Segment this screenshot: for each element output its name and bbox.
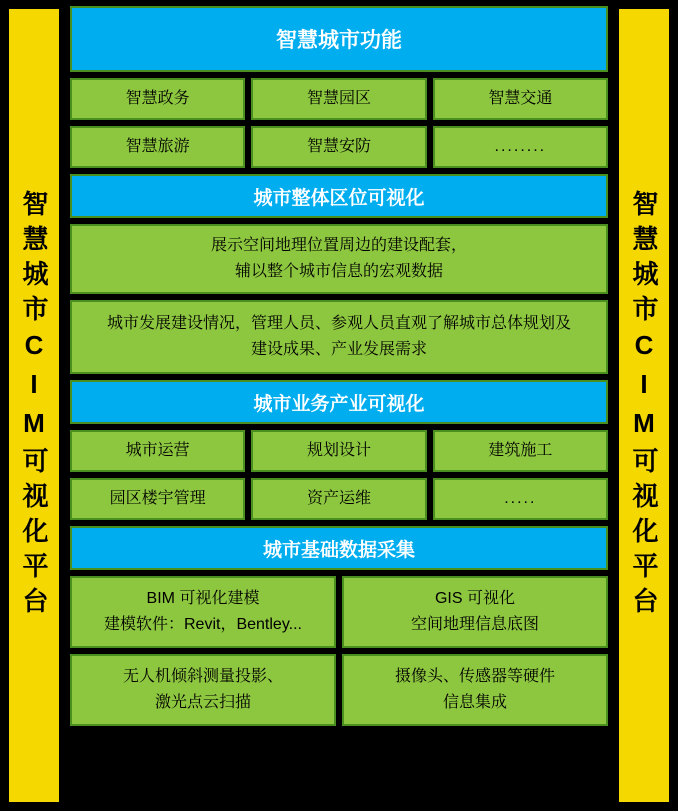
function-cell: 智慧政务	[70, 78, 245, 120]
left-vertical-banner	[6, 6, 62, 805]
development-description-line1: 城市发展建设情况，管理人员、参观人员直观了解城市总体规划及	[106, 315, 571, 333]
data-cell-line2: 建模软件：Revit，Bentley...	[104, 616, 302, 633]
development-description-line2: 建设成果、产业发展需求	[250, 341, 427, 358]
data-cell-line1: BIM 可视化建模	[146, 590, 260, 608]
location-description-line1: 展示空间地理位置周边的建设配套，	[210, 237, 467, 255]
location-description-block	[70, 224, 608, 294]
functions-row-2	[70, 126, 608, 168]
section-header-data: 城市基础数据采集	[70, 526, 608, 570]
section-header-location: 城市整体区位可视化	[70, 174, 608, 218]
function-cell: 智慧旅游	[70, 126, 245, 168]
industry-row-2	[70, 478, 608, 520]
industry-row-1	[70, 430, 608, 472]
function-cell: 智慧交通	[433, 78, 608, 120]
industry-cell: 建筑施工	[433, 430, 608, 472]
location-description-line2: 辅以整个城市信息的宏观数据	[234, 263, 443, 280]
data-cell-line2: 空间地理信息底图	[410, 616, 539, 633]
data-row-1	[70, 576, 608, 648]
industry-cell: 城市运营	[70, 430, 245, 472]
data-cell-line1: GIS 可视化	[434, 590, 515, 608]
data-cell-bim	[70, 576, 336, 648]
industry-cell: 资产运维	[251, 478, 426, 520]
main-title: 智慧城市功能	[70, 6, 608, 72]
left-banner-text: 智慧城市CIM可视化平台	[19, 189, 49, 622]
industry-cell: 规划设计	[251, 430, 426, 472]
data-cell-line1: 摄像头、传感器等硬件	[394, 668, 555, 686]
data-cell-gis	[342, 576, 608, 648]
industry-cell: 园区楼宇管理	[70, 478, 245, 520]
data-cell-drone	[70, 654, 336, 726]
data-cell-line1: 无人机倾斜测量投影、	[122, 668, 283, 686]
diagram-center-column	[68, 6, 610, 805]
section-header-industry: 城市业务产业可视化	[70, 380, 608, 424]
function-cell-ellipsis: ........	[433, 126, 608, 168]
function-cell: 智慧安防	[251, 126, 426, 168]
data-cell-line2: 激光点云扫描	[154, 694, 251, 711]
data-cell-line2: 信息集成	[442, 694, 507, 711]
right-banner-text: 智慧城市CIM可视化平台	[629, 189, 659, 622]
data-row-2	[70, 654, 608, 726]
function-cell: 智慧园区	[251, 78, 426, 120]
functions-row-1	[70, 78, 608, 120]
industry-cell-ellipsis: .....	[433, 478, 608, 520]
development-description-block	[70, 300, 608, 374]
right-vertical-banner	[616, 6, 672, 805]
data-cell-sensors	[342, 654, 608, 726]
